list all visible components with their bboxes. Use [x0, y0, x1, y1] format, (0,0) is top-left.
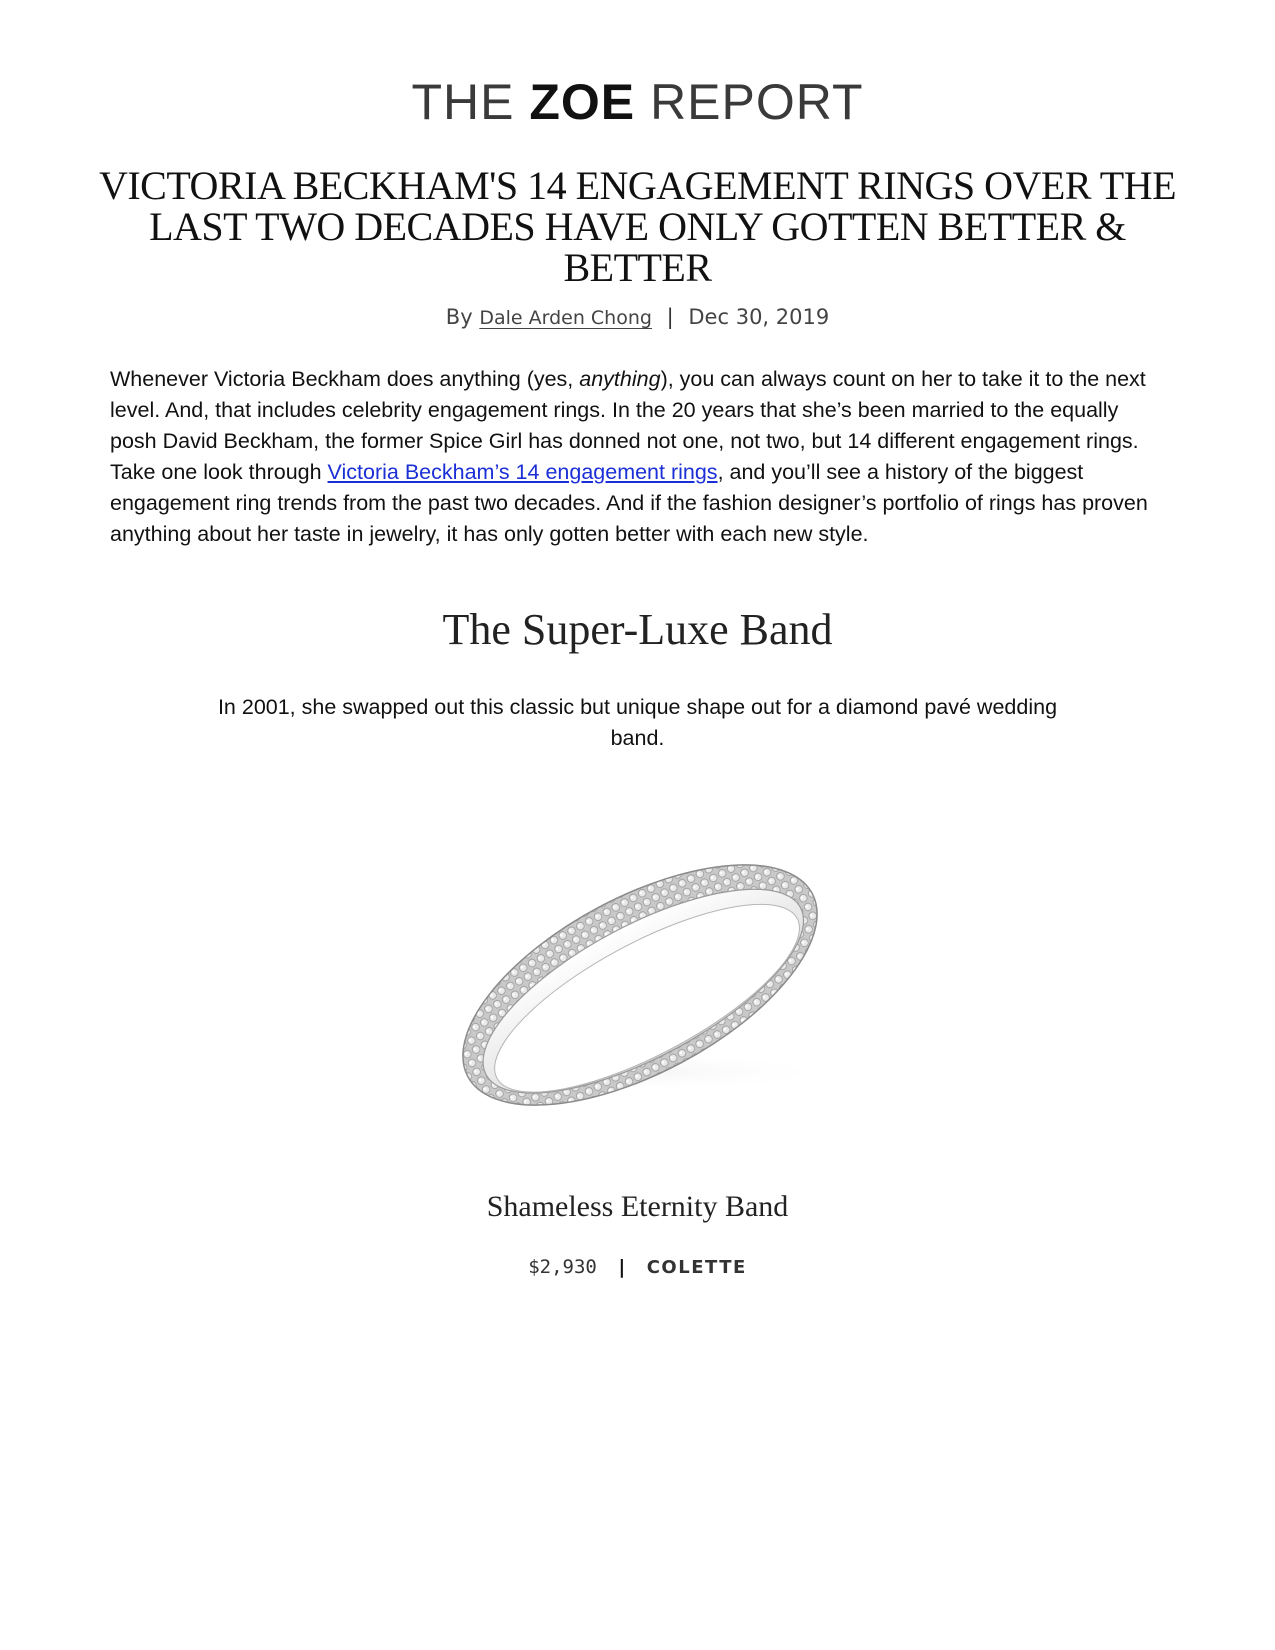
intro-text-end: , and you’ll see a history of the biggest engagement ring trends from the past two decades. And if the fashion designer’s portfolio of rings has proven anything about her taste in jewelry, it has only gotten better with each new style. [110, 460, 1148, 546]
ring-icon [430, 860, 850, 1110]
site-logo[interactable] [0, 72, 1275, 132]
section-caption: In 2001, she swapped out this classic but unique shape out for a diamond pavé wedding band. [217, 695, 1058, 750]
logo-word-the: THE [411, 74, 515, 130]
article-headline: VICTORIA BECKHAM'S 14 ENGAGEMENT RINGS OVER THE LAST TWO DECADES HAVE ONLY GOTTEN BETTER & BETTER [98, 163, 1177, 290]
product-name[interactable]: Shameless Eternity Band [486, 1190, 789, 1223]
article-byline [0, 305, 1275, 329]
publish-date: Dec 30, 2019 [688, 305, 830, 329]
product-meta [0, 1256, 1275, 1278]
byline-separator: | [666, 305, 674, 329]
intro-text-start: Whenever Victoria Beckham does anything (yes, [110, 367, 580, 391]
product-image[interactable] [430, 860, 850, 1110]
logo-word-zoe: ZOE [529, 74, 636, 130]
author-link[interactable]: Dale Arden Chong [479, 307, 652, 329]
section-heading: The Super-Luxe Band [442, 605, 833, 654]
retailer-link[interactable]: COLETTE [646, 1257, 747, 1278]
product-price: $2,930 [528, 1256, 597, 1278]
byline-prefix: By [445, 305, 473, 329]
product-meta-separator: | [618, 1256, 626, 1278]
article-intro [110, 364, 1170, 550]
intro-emphasis: anything [579, 367, 661, 391]
logo-word-report: REPORT [650, 74, 864, 130]
intro-text-middle: ), you can always count on her to take it to the next level. And, that includes celebrity engagement rings. In the 20 years that she’s been married to the equally posh David Beckham, the former Spice Girl has donned not one, not two, but 14 different engagement rings. Take one look through [110, 367, 1146, 484]
engagement-rings-link[interactable]: Victoria Beckham’s 14 engagement rings [327, 460, 718, 484]
